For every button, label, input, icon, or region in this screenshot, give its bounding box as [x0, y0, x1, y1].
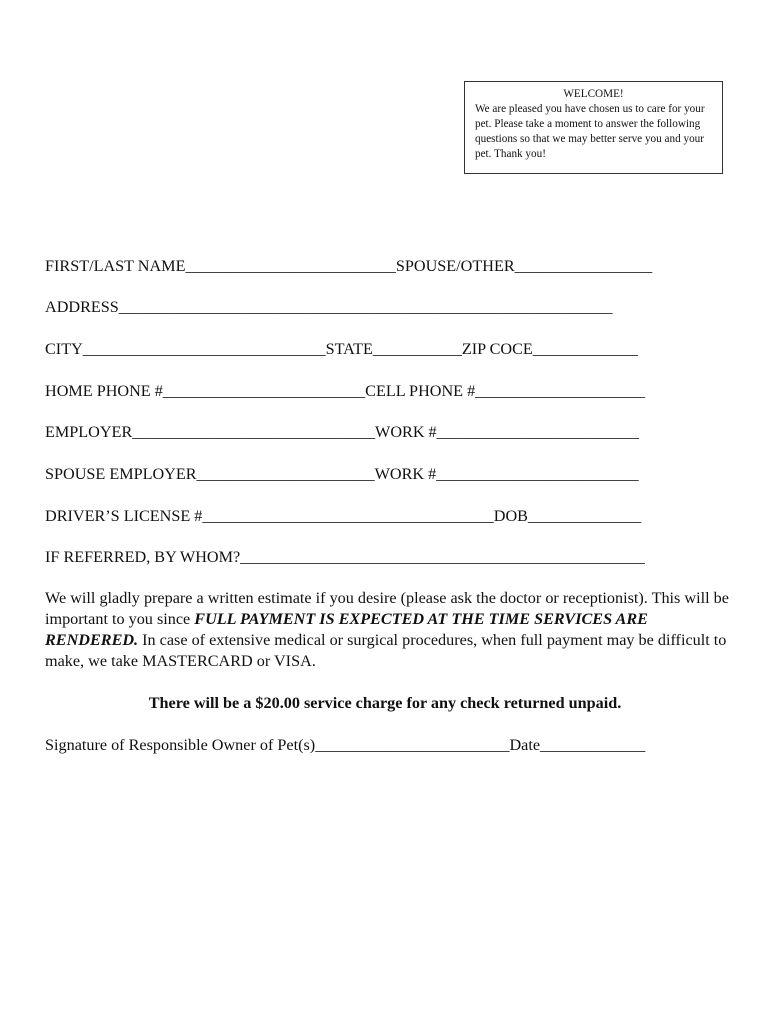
full-payment-emphasis: FULL PAYMENT IS EXPECTED AT THE TIME SERVICES ARE RENDERED. — [45, 610, 648, 649]
drivers-license-field-line[interactable]: DRIVER’S LICENSE #____________________________________DOB______________ — [45, 507, 642, 525]
name-field-line[interactable]: FIRST/LAST NAME__________________________SPOUSE/OTHER_________________ — [45, 257, 653, 275]
employer-field-line[interactable]: EMPLOYER______________________________WORK #_________________________ — [45, 423, 639, 441]
welcome-box — [464, 81, 723, 174]
estimate-paragraph — [45, 588, 735, 672]
welcome-title: WELCOME! — [563, 88, 624, 100]
phone-field-line[interactable]: HOME PHONE #_________________________CELL PHONE #_____________________ — [45, 382, 646, 400]
address-field-line[interactable]: ADDRESS_____________________________________________________________ — [45, 298, 613, 316]
returned-check-notice: There will be a $20.00 service charge for any check returned unpaid. — [148, 694, 622, 712]
spouse-employer-field-line[interactable]: SPOUSE EMPLOYER______________________WORK #_________________________ — [45, 465, 639, 483]
estimate-text-end: In case of extensive medical or surgical procedures, when full payment may be difficult to make, we take MASTERCARD or VISA. — [45, 631, 727, 670]
signature-date-line[interactable]: Signature of Responsible Owner of Pet(s)________________________Date_____________ — [45, 736, 646, 754]
estimate-text-start: We will gladly prepare a written estimate if you desire (please ask the doctor or receptionist). This will be important to you since — [45, 589, 729, 628]
referred-by-field-line[interactable]: IF REFERRED, BY WHOM?__________________________________________________ — [45, 548, 645, 566]
welcome-message: We are pleased you have chosen us to care for your pet. Please take a moment to answer the following questions so that we may better serve you and your pet. Thank you! — [475, 103, 705, 160]
city-state-zip-field-line[interactable]: CITY______________________________STATE___________ZIP COCE_____________ — [45, 340, 638, 358]
